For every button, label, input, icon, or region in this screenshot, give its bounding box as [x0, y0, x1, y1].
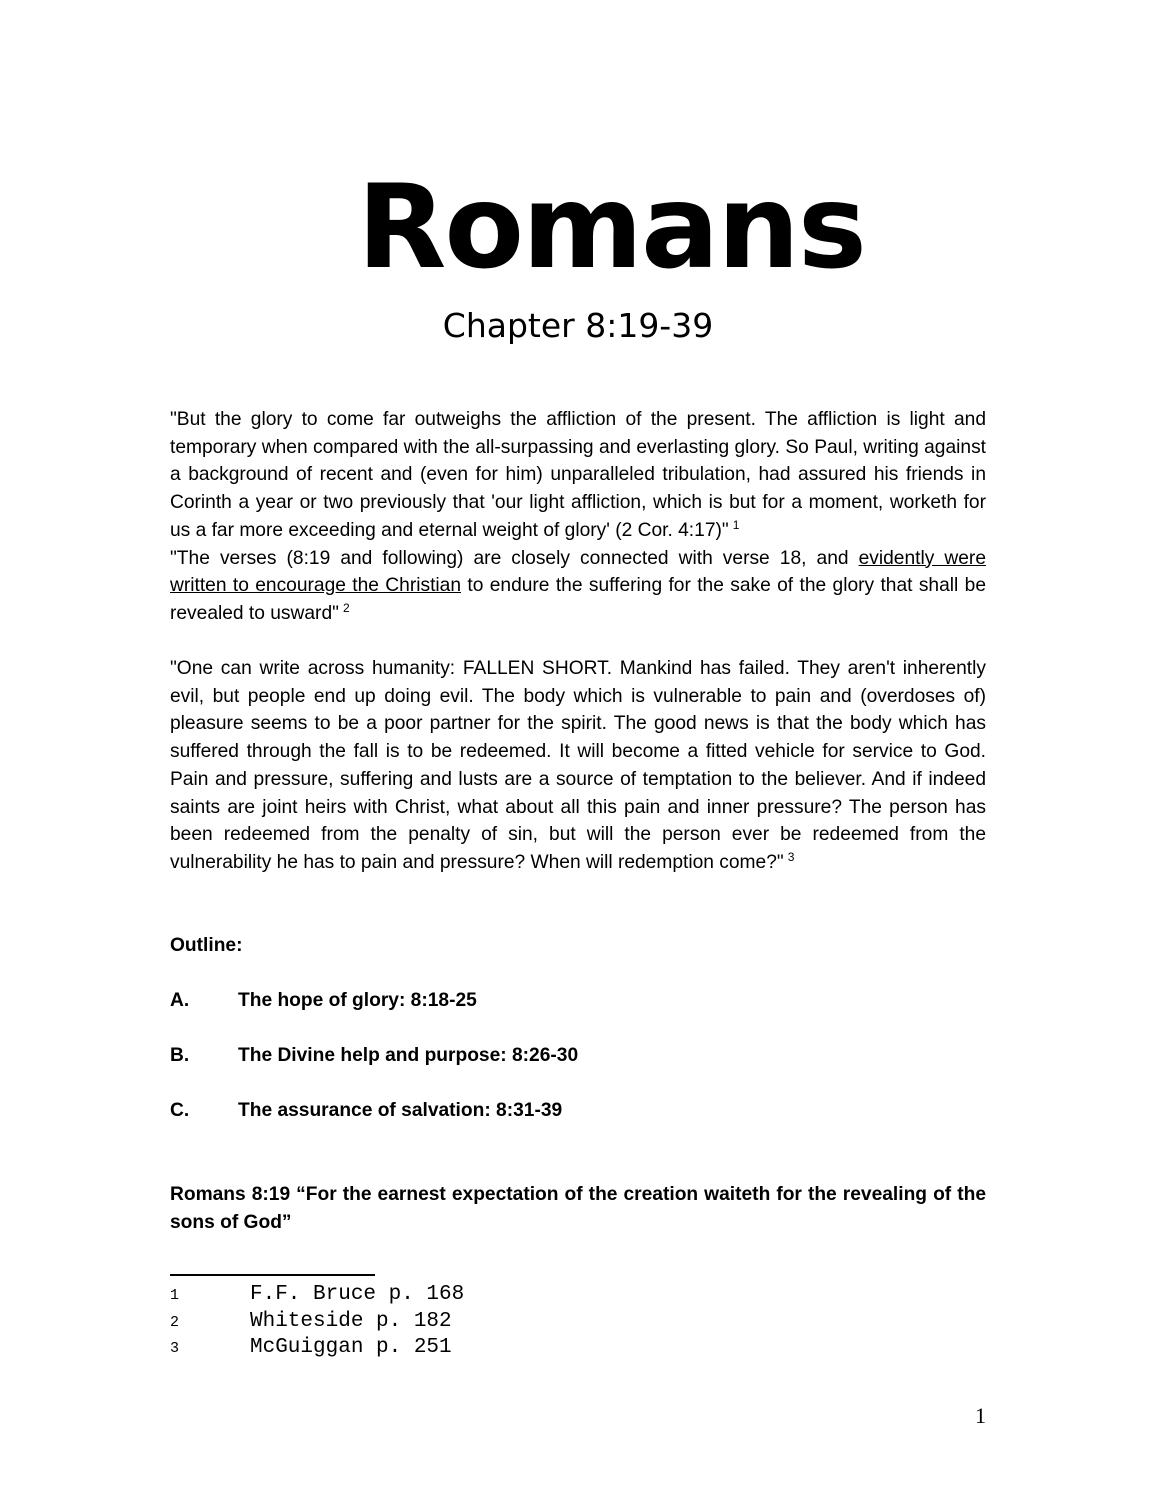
quote-paragraph-1: [170, 406, 986, 628]
outline-item-text: The assurance of salvation: 8:31-39: [238, 1100, 563, 1121]
verse-heading: Romans 8:19 “For the earnest expectation of the creation waiteth for the revealing of the sons of God”: [170, 1184, 986, 1233]
chapter-subtitle: Chapter 8:19-39: [442, 306, 714, 345]
quote-text-whiteside-end: to endure the suffering for the sake of the glory that shall be revealed to usward": [170, 575, 986, 624]
quote-text-mcguiggan: "One can write across humanity: FALLEN SHORT. Mankind has failed. They aren't inherently evil, but people end up doing evil. The body which is vulnerable to pain and (overdoses of) pleasure seems to be a poor partner for the spirit. The good news is that the body which has suffered through the fall is to be redeemed. It will become a fitted vehicle for service to God. Pain and pressure, suffering and lusts are a source of temptation to the believer. And if indeed saints are joint heirs with Christ, what about all this pain and inner pressure? The person has been redeemed from the penalty of sin, but will the person ever be redeemed from the vulnerability he has to pain and pressure? When will redemption come?": [170, 658, 986, 873]
footnote-number: 2: [170, 1313, 180, 1331]
outline-item-b: [170, 1042, 986, 1069]
outline-item-a: [170, 987, 986, 1014]
footnote-number: 3: [170, 1340, 180, 1357]
footnote-ref-3: 3: [787, 849, 795, 864]
outline-item-letter: B.: [170, 1045, 190, 1066]
quote-paragraph-2: [170, 655, 986, 877]
outline-item-c: [170, 1097, 986, 1124]
outline-item-letter: C.: [170, 1100, 190, 1121]
footnote-row: [170, 1309, 464, 1336]
outline-heading: Outline:: [170, 935, 243, 956]
footnote-text: F.F. Bruce p. 168: [250, 1283, 465, 1306]
quote-text-underlined: evidently were written to encourage the Christian: [170, 547, 986, 597]
footnote-number: 1: [170, 1287, 180, 1304]
footnote-row: [170, 1335, 464, 1362]
footnote-row: [170, 1282, 464, 1309]
footnotes: [170, 1282, 464, 1362]
footnote-text: McGuiggan p. 251: [250, 1336, 452, 1359]
quote-text-whiteside-start: "The verses (8:19 and following) are closely connected with verse 18, and: [170, 547, 859, 569]
footnote-divider: [170, 1274, 375, 1276]
outline-item-text: The hope of glory: 8:18-25: [238, 990, 477, 1011]
page-number: 1: [975, 1403, 986, 1428]
footnote-ref-2: 2: [342, 600, 350, 615]
quote-text-bruce: "But the glory to come far outweighs the affliction of the present. The affliction is light and temporary when compared with the all-surpassing and everlasting glory. So Paul, writing against a background of recent and (even for him) unparalleled tribulation, had assured his friends in Corinth a year or two previously that 'our light affliction, which is but for a moment, worketh for us a far more exceeding and eternal weight of glory' (2 Cor. 4:17)": [170, 409, 986, 541]
page-title: Romans: [357, 160, 865, 295]
outline-item-text: The Divine help and purpose: 8:26-30: [238, 1045, 579, 1066]
outline-item-letter: A.: [170, 990, 190, 1011]
footnote-text: Whiteside p. 182: [250, 1309, 452, 1333]
footnote-ref-1: 1: [732, 517, 740, 532]
